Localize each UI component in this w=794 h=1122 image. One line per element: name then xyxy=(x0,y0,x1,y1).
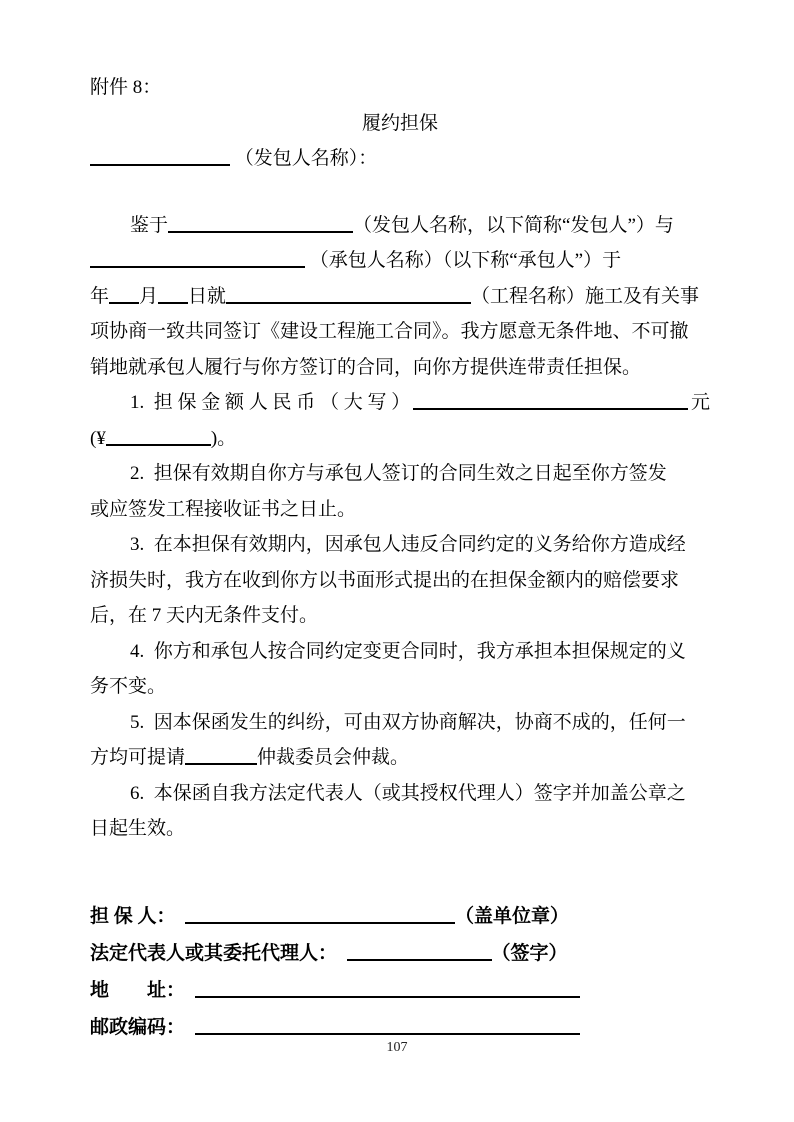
preamble-line-4 xyxy=(90,314,710,350)
page-number: 107 xyxy=(386,1040,408,1055)
text-run: 担 保 人： xyxy=(90,905,186,927)
blank-field xyxy=(90,164,230,166)
clause-2-line-2 xyxy=(90,492,710,528)
blank-field xyxy=(347,959,492,961)
page-footer xyxy=(0,1040,794,1056)
blank-field xyxy=(90,266,305,268)
blank-field xyxy=(226,302,471,304)
blank-field xyxy=(185,763,257,765)
text-run: 鉴于 xyxy=(130,214,169,236)
clause-2-line-1 xyxy=(90,456,710,492)
blank-field xyxy=(195,1033,580,1035)
document-body xyxy=(90,70,710,1046)
text-run: （发包人名称，以下简称“发包人”）与 xyxy=(353,214,674,236)
clause-5-line-1 xyxy=(90,705,710,741)
clause-5-line-2 xyxy=(90,740,710,776)
text-run: （承包人名称）（以下称“承包人”）于 xyxy=(305,250,622,271)
text-run: 地 址： xyxy=(90,979,195,1001)
blank-field xyxy=(195,996,580,998)
text-run: 1. 担 保 金 额 人 民 币 （ 大 写 ） xyxy=(130,392,411,413)
text-run: 法定代表人或其委托代理人： xyxy=(90,942,347,964)
text-run: (¥ xyxy=(90,427,106,449)
text-run: （签字） xyxy=(491,942,568,964)
clause-3-line-1 xyxy=(90,527,710,563)
clause-4-line-2 xyxy=(90,669,710,705)
text-run: 2. 担保有效期自你方与承包人签订的合同生效之日起至你方签发 xyxy=(130,463,667,484)
text-run: 项协商一致共同签订《建设工程施工合同》。我方愿意无条件地、不可撤 xyxy=(90,321,689,342)
text-run: 履约担保 xyxy=(361,112,438,134)
text-run: 日起生效。 xyxy=(90,818,186,839)
text-run: 年 xyxy=(90,285,110,307)
guarantor-line xyxy=(90,898,710,935)
text-run: 或应签发工程接收证书之日止。 xyxy=(90,498,357,520)
text-run: （工程名称）施工及有关事 xyxy=(471,285,700,307)
clause-1-line-2 xyxy=(90,421,710,457)
clause-4-line-1 xyxy=(90,634,710,670)
document-title xyxy=(90,106,710,142)
text-run: 后，在 7 天内无条件支付。 xyxy=(90,605,319,626)
preamble-line-1 xyxy=(90,208,710,244)
text-run: （发包人名称）： xyxy=(230,148,378,169)
preamble-line-3 xyxy=(90,279,710,315)
text-run: )。 xyxy=(210,427,237,449)
text-run: 销地就承包人履行与你方签订的合同，向你方提供连带责任担保。 xyxy=(90,356,642,378)
text-run: 3. 在本担保有效期内，因承包人违反合同约定的义务给你方造成经 xyxy=(130,534,686,555)
clause-3-line-2 xyxy=(90,563,710,599)
text-run: 6. 本保函自我方法定代表人（或其授权代理人）签字并加盖公章之 xyxy=(130,782,686,804)
blank-field xyxy=(413,408,688,410)
clause-6-line-2 xyxy=(90,811,710,847)
preamble-line-2 xyxy=(90,243,710,279)
text-run: 济损失时，我方在收到你方以书面形式提出的在担保金额内的赔偿要求 xyxy=(90,569,680,591)
attachment-label xyxy=(90,70,710,106)
legal-representative-line xyxy=(90,935,710,972)
preamble-line-5 xyxy=(90,350,710,386)
text-run: 4. 你方和承包人按合同约定变更合同时，我方承担本担保规定的义 xyxy=(130,640,686,662)
addressee-line xyxy=(90,141,710,177)
blank-field xyxy=(109,302,139,304)
text-run: 附件 8： xyxy=(90,77,162,98)
blank-field xyxy=(158,302,188,304)
text-run: 5. 因本保函发生的纠纷，可由双方协商解决，协商不成的，任何一 xyxy=(130,711,686,733)
text-run: （盖单位章） xyxy=(455,905,570,927)
text-run: 仲裁委员会仲裁。 xyxy=(257,747,410,768)
clause-3-line-3 xyxy=(90,598,710,634)
text-run: 邮政编码： xyxy=(90,1016,195,1038)
blank-field xyxy=(106,444,211,446)
clause-6-line-1 xyxy=(90,776,710,812)
text-run: 方均可提请 xyxy=(90,747,186,768)
text-run: 日就 xyxy=(188,285,227,307)
blank-field xyxy=(185,922,455,924)
clause-1-line-1 xyxy=(90,385,710,421)
address-line xyxy=(90,972,710,1009)
text-run: 元 xyxy=(690,392,710,413)
text-run: 务不变。 xyxy=(90,676,167,697)
text-run: 月 xyxy=(139,285,159,307)
blank-field xyxy=(168,231,353,233)
